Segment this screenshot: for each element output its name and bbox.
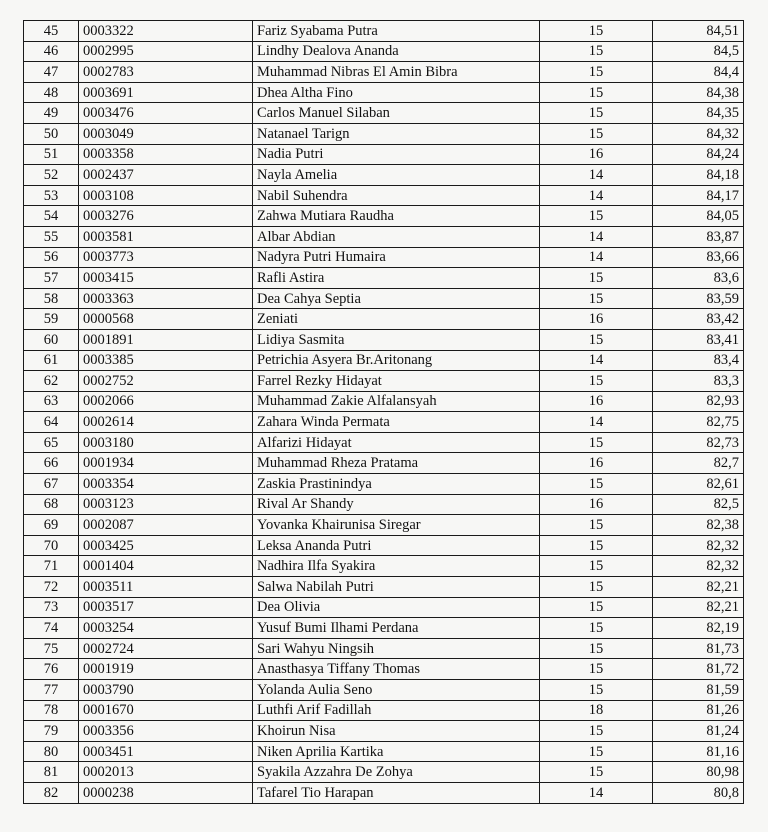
student-id-cell: 0002013: [79, 762, 253, 783]
student-id-cell: 0001404: [79, 556, 253, 577]
score-cell: 83,59: [653, 288, 744, 309]
student-name-cell: Dea Cahya Septia: [253, 288, 540, 309]
score-cell: 80,8: [653, 782, 744, 803]
age-cell: 15: [540, 556, 653, 577]
row-number-cell: 54: [24, 206, 79, 227]
student-id-cell: 0003773: [79, 247, 253, 268]
student-name-cell: Syakila Azzahra De Zohya: [253, 762, 540, 783]
score-cell: 84,32: [653, 123, 744, 144]
score-cell: 80,98: [653, 762, 744, 783]
table-row: [24, 226, 744, 247]
age-cell: 14: [540, 782, 653, 803]
age-cell: 15: [540, 515, 653, 536]
score-cell: 81,72: [653, 659, 744, 680]
score-cell: 81,73: [653, 638, 744, 659]
age-cell: 14: [540, 412, 653, 433]
row-number-cell: 79: [24, 721, 79, 742]
age-cell: 15: [540, 432, 653, 453]
row-number-cell: 71: [24, 556, 79, 577]
student-name-cell: Muhammad Nibras El Amin Bibra: [253, 62, 540, 83]
student-id-cell: 0001934: [79, 453, 253, 474]
age-cell: 15: [540, 680, 653, 701]
student-name-cell: Rival Ar Shandy: [253, 494, 540, 515]
score-cell: 81,24: [653, 721, 744, 742]
row-number-cell: 48: [24, 82, 79, 103]
table-row: [24, 762, 744, 783]
row-number-cell: 81: [24, 762, 79, 783]
student-name-cell: Zeniati: [253, 309, 540, 330]
age-cell: 15: [540, 206, 653, 227]
table-row: [24, 474, 744, 495]
score-cell: 82,19: [653, 618, 744, 639]
score-cell: 84,51: [653, 21, 744, 42]
age-cell: 16: [540, 453, 653, 474]
table-row: [24, 515, 744, 536]
row-number-cell: 68: [24, 494, 79, 515]
student-name-cell: Muhammad Rheza Pratama: [253, 453, 540, 474]
row-number-cell: 57: [24, 268, 79, 289]
student-id-cell: 0003108: [79, 185, 253, 206]
table-row: [24, 432, 744, 453]
student-id-cell: 0003790: [79, 680, 253, 701]
student-id-cell: 0001891: [79, 329, 253, 350]
age-cell: 15: [540, 474, 653, 495]
student-id-cell: 0003180: [79, 432, 253, 453]
student-name-cell: Carlos Manuel Silaban: [253, 103, 540, 124]
age-cell: 15: [540, 535, 653, 556]
table-row: [24, 618, 744, 639]
table-row: [24, 123, 744, 144]
score-cell: 82,7: [653, 453, 744, 474]
row-number-cell: 55: [24, 226, 79, 247]
score-cell: 84,35: [653, 103, 744, 124]
row-number-cell: 82: [24, 782, 79, 803]
student-id-cell: 0003385: [79, 350, 253, 371]
student-name-cell: Fariz Syabama Putra: [253, 21, 540, 42]
student-id-cell: 0000568: [79, 309, 253, 330]
student-id-cell: 0003254: [79, 618, 253, 639]
table-row: [24, 741, 744, 762]
student-name-cell: Lidiya Sasmita: [253, 329, 540, 350]
row-number-cell: 47: [24, 62, 79, 83]
row-number-cell: 74: [24, 618, 79, 639]
table-row: [24, 309, 744, 330]
age-cell: 16: [540, 309, 653, 330]
age-cell: 15: [540, 721, 653, 742]
table-row: [24, 494, 744, 515]
student-name-cell: Yusuf Bumi Ilhami Perdana: [253, 618, 540, 639]
age-cell: 14: [540, 185, 653, 206]
row-number-cell: 69: [24, 515, 79, 536]
age-cell: 14: [540, 226, 653, 247]
table-row: [24, 144, 744, 165]
student-id-cell: 0001919: [79, 659, 253, 680]
student-id-cell: 0002614: [79, 412, 253, 433]
score-cell: 84,17: [653, 185, 744, 206]
results-table-body: [24, 21, 744, 804]
age-cell: 15: [540, 268, 653, 289]
student-id-cell: 0001670: [79, 700, 253, 721]
score-cell: 82,61: [653, 474, 744, 495]
table-row: [24, 535, 744, 556]
table-row: [24, 62, 744, 83]
row-number-cell: 59: [24, 309, 79, 330]
student-id-cell: 0002995: [79, 41, 253, 62]
student-id-cell: 0002087: [79, 515, 253, 536]
table-row: [24, 288, 744, 309]
age-cell: 15: [540, 288, 653, 309]
row-number-cell: 58: [24, 288, 79, 309]
score-cell: 83,6: [653, 268, 744, 289]
student-id-cell: 0003049: [79, 123, 253, 144]
table-row: [24, 556, 744, 577]
student-id-cell: 0000238: [79, 782, 253, 803]
age-cell: 15: [540, 21, 653, 42]
student-id-cell: 0002783: [79, 62, 253, 83]
table-row: [24, 782, 744, 803]
row-number-cell: 70: [24, 535, 79, 556]
student-name-cell: Salwa Nabilah Putri: [253, 577, 540, 598]
student-name-cell: Farrel Rezky Hidayat: [253, 371, 540, 392]
score-cell: 84,18: [653, 165, 744, 186]
table-row: [24, 329, 744, 350]
score-cell: 82,73: [653, 432, 744, 453]
student-id-cell: 0002724: [79, 638, 253, 659]
score-cell: 83,87: [653, 226, 744, 247]
row-number-cell: 75: [24, 638, 79, 659]
row-number-cell: 80: [24, 741, 79, 762]
table-row: [24, 268, 744, 289]
score-cell: 82,38: [653, 515, 744, 536]
score-cell: 82,21: [653, 597, 744, 618]
score-cell: 82,5: [653, 494, 744, 515]
table-row: [24, 680, 744, 701]
student-name-cell: Muhammad Zakie Alfalansyah: [253, 391, 540, 412]
score-cell: 84,05: [653, 206, 744, 227]
student-name-cell: Nayla Amelia: [253, 165, 540, 186]
student-name-cell: Yovanka Khairunisa Siregar: [253, 515, 540, 536]
table-row: [24, 247, 744, 268]
score-cell: 84,24: [653, 144, 744, 165]
table-row: [24, 41, 744, 62]
row-number-cell: 50: [24, 123, 79, 144]
row-number-cell: 77: [24, 680, 79, 701]
row-number-cell: 72: [24, 577, 79, 598]
student-id-cell: 0003691: [79, 82, 253, 103]
age-cell: 15: [540, 82, 653, 103]
age-cell: 15: [540, 659, 653, 680]
student-name-cell: Petrichia Asyera Br.Aritonang: [253, 350, 540, 371]
table-row: [24, 577, 744, 598]
student-id-cell: 0003123: [79, 494, 253, 515]
age-cell: 15: [540, 638, 653, 659]
student-id-cell: 0003511: [79, 577, 253, 598]
table-row: [24, 597, 744, 618]
age-cell: 15: [540, 597, 653, 618]
score-cell: 82,21: [653, 577, 744, 598]
age-cell: 16: [540, 391, 653, 412]
table-row: [24, 659, 744, 680]
student-name-cell: Nadyra Putri Humaira: [253, 247, 540, 268]
table-row: [24, 82, 744, 103]
table-row: [24, 206, 744, 227]
student-id-cell: 0003415: [79, 268, 253, 289]
student-name-cell: Rafli Astira: [253, 268, 540, 289]
row-number-cell: 66: [24, 453, 79, 474]
student-name-cell: Zaskia Prastinindya: [253, 474, 540, 495]
score-cell: 83,4: [653, 350, 744, 371]
age-cell: 15: [540, 741, 653, 762]
table-row: [24, 700, 744, 721]
row-number-cell: 53: [24, 185, 79, 206]
student-name-cell: Leksa Ananda Putri: [253, 535, 540, 556]
score-cell: 84,4: [653, 62, 744, 83]
age-cell: 15: [540, 577, 653, 598]
table-row: [24, 165, 744, 186]
student-id-cell: 0002437: [79, 165, 253, 186]
table-row: [24, 350, 744, 371]
row-number-cell: 56: [24, 247, 79, 268]
table-row: [24, 21, 744, 42]
row-number-cell: 64: [24, 412, 79, 433]
row-number-cell: 60: [24, 329, 79, 350]
row-number-cell: 62: [24, 371, 79, 392]
student-name-cell: Zahwa Mutiara Raudha: [253, 206, 540, 227]
student-name-cell: Sari Wahyu Ningsih: [253, 638, 540, 659]
student-name-cell: Albar Abdian: [253, 226, 540, 247]
score-cell: 81,16: [653, 741, 744, 762]
score-cell: 82,32: [653, 556, 744, 577]
student-name-cell: Alfarizi Hidayat: [253, 432, 540, 453]
score-cell: 83,66: [653, 247, 744, 268]
table-row: [24, 638, 744, 659]
student-id-cell: 0003425: [79, 535, 253, 556]
age-cell: 18: [540, 700, 653, 721]
age-cell: 15: [540, 41, 653, 62]
student-name-cell: Yolanda Aulia Seno: [253, 680, 540, 701]
age-cell: 15: [540, 762, 653, 783]
score-cell: 82,32: [653, 535, 744, 556]
row-number-cell: 49: [24, 103, 79, 124]
row-number-cell: 63: [24, 391, 79, 412]
score-cell: 82,93: [653, 391, 744, 412]
age-cell: 15: [540, 618, 653, 639]
score-cell: 83,42: [653, 309, 744, 330]
results-table: [23, 20, 744, 804]
score-cell: 82,75: [653, 412, 744, 433]
row-number-cell: 78: [24, 700, 79, 721]
table-row: [24, 721, 744, 742]
score-cell: 83,3: [653, 371, 744, 392]
student-id-cell: 0003476: [79, 103, 253, 124]
row-number-cell: 52: [24, 165, 79, 186]
table-row: [24, 391, 744, 412]
student-name-cell: Lindhy Dealova Ananda: [253, 41, 540, 62]
row-number-cell: 67: [24, 474, 79, 495]
table-row: [24, 453, 744, 474]
row-number-cell: 61: [24, 350, 79, 371]
student-id-cell: 0003276: [79, 206, 253, 227]
student-id-cell: 0002752: [79, 371, 253, 392]
student-name-cell: Tafarel Tio Harapan: [253, 782, 540, 803]
student-id-cell: 0003581: [79, 226, 253, 247]
age-cell: 14: [540, 247, 653, 268]
student-name-cell: Zahara Winda Permata: [253, 412, 540, 433]
student-id-cell: 0003358: [79, 144, 253, 165]
student-name-cell: Nadia Putri: [253, 144, 540, 165]
age-cell: 14: [540, 165, 653, 186]
table-row: [24, 412, 744, 433]
student-id-cell: 0002066: [79, 391, 253, 412]
age-cell: 15: [540, 371, 653, 392]
age-cell: 16: [540, 144, 653, 165]
row-number-cell: 65: [24, 432, 79, 453]
student-name-cell: Dea Olivia: [253, 597, 540, 618]
row-number-cell: 45: [24, 21, 79, 42]
score-cell: 81,59: [653, 680, 744, 701]
age-cell: 15: [540, 123, 653, 144]
row-number-cell: 51: [24, 144, 79, 165]
score-cell: 84,5: [653, 41, 744, 62]
row-number-cell: 46: [24, 41, 79, 62]
age-cell: 15: [540, 329, 653, 350]
student-id-cell: 0003354: [79, 474, 253, 495]
student-name-cell: Khoirun Nisa: [253, 721, 540, 742]
student-name-cell: Nabil Suhendra: [253, 185, 540, 206]
student-name-cell: Dhea Altha Fino: [253, 82, 540, 103]
age-cell: 14: [540, 350, 653, 371]
table-row: [24, 185, 744, 206]
student-name-cell: Luthfi Arif Fadillah: [253, 700, 540, 721]
student-name-cell: Natanael Tarign: [253, 123, 540, 144]
student-id-cell: 0003451: [79, 741, 253, 762]
score-cell: 83,41: [653, 329, 744, 350]
student-id-cell: 0003517: [79, 597, 253, 618]
student-id-cell: 0003363: [79, 288, 253, 309]
row-number-cell: 76: [24, 659, 79, 680]
score-cell: 81,26: [653, 700, 744, 721]
age-cell: 15: [540, 62, 653, 83]
table-row: [24, 103, 744, 124]
student-id-cell: 0003356: [79, 721, 253, 742]
age-cell: 16: [540, 494, 653, 515]
table-row: [24, 371, 744, 392]
row-number-cell: 73: [24, 597, 79, 618]
student-name-cell: Nadhira Ilfa Syakira: [253, 556, 540, 577]
age-cell: 15: [540, 103, 653, 124]
score-cell: 84,38: [653, 82, 744, 103]
student-name-cell: Niken Aprilia Kartika: [253, 741, 540, 762]
student-id-cell: 0003322: [79, 21, 253, 42]
student-name-cell: Anasthasya Tiffany Thomas: [253, 659, 540, 680]
